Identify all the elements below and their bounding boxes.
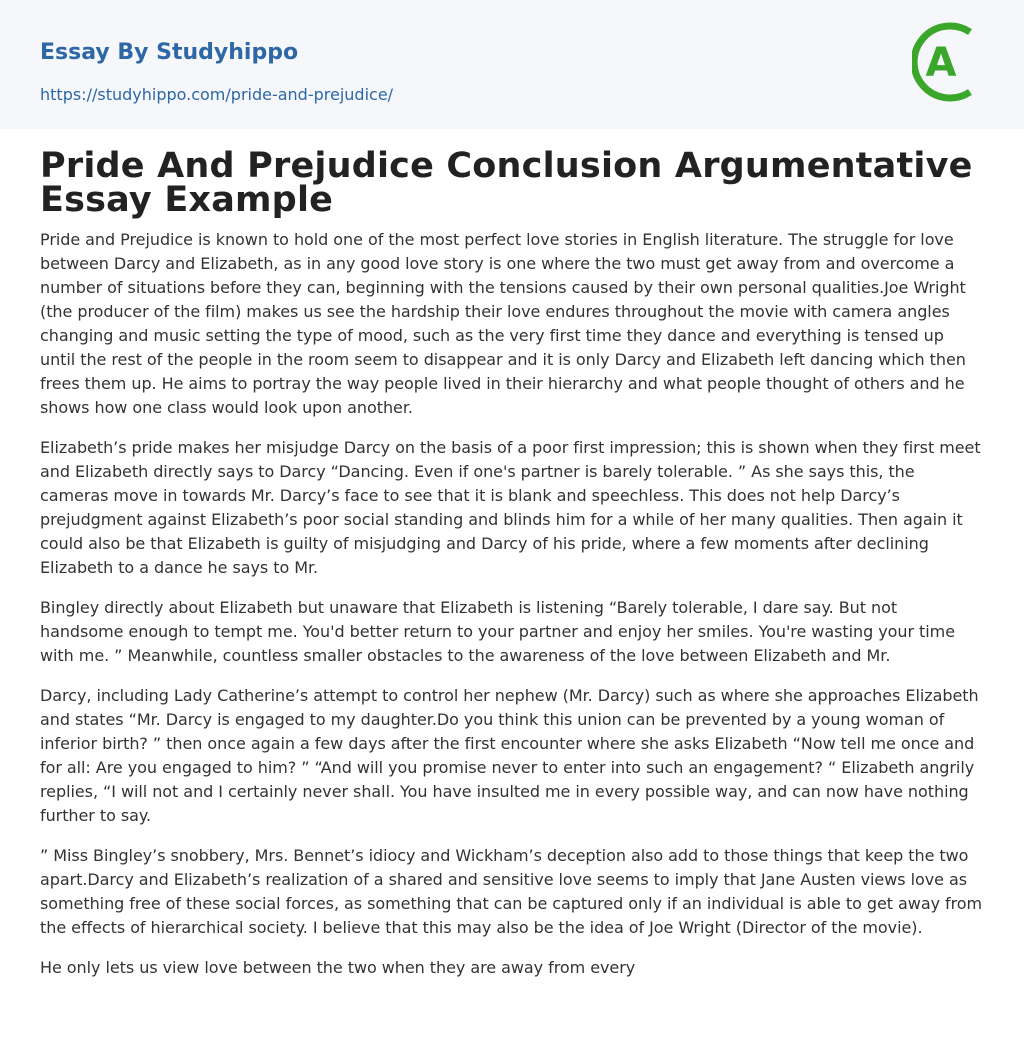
studyhippo-logo-icon[interactable] — [912, 18, 988, 106]
essay-paragraph: Darcy, including Lady Catherine’s attempt to control her nephew (Mr. Darcy) such as where she approaches Elizabeth and states “Mr. Darcy is engaged to my daughter.Do you think this union can be prevented by a young woman of inferior birth? ” then once again a few days after the first encounter where she asks Elizabeth “Now tell me once and for all: Are you engaged to him? ” “And will you promise never to enter into such an engagement? “ Elizabeth angrily replies, “I will not and I certainly never shall. You have insulted me in every possible way, and can now have nothing further to say. — [40, 686, 979, 825]
source-url-link[interactable]: https://studyhippo.com/pride-and-prejudice/ — [40, 85, 394, 104]
essay-paragraph: He only lets us view love between the two when they are away from every — [40, 958, 636, 977]
essay-paragraph: Bingley directly about Elizabeth but unaware that Elizabeth is listening “Barely tolerable, I dare say. But not handsome enough to tempt me. You'd better return to your partner and enjoy her smiles. You're wasting your time with me. ” Meanwhile, countless smaller obstacles to the awareness of the love between Elizabeth and Mr. — [40, 598, 955, 665]
essay-paragraph: ” Miss Bingley’s snobbery, Mrs. Bennet’s idiocy and Wickham’s deception also add to those things that keep the two apart.Darcy and Elizabeth’s realization of a shared and sensitive love seems to imply that Jane Austen views love as something free of these social forces, as something that can be captured only if an individual is able to get away from the effects of hierarchical society. I believe that this may also be the idea of Joe Wright (Director of the movie). — [40, 846, 983, 937]
article — [0, 129, 1024, 980]
logo-letter: A — [925, 40, 957, 86]
site-brand[interactable]: Essay By Studyhippo — [40, 40, 299, 65]
page-title: Pride And Prejudice Conclusion Argumentative Essay Example — [40, 146, 973, 220]
essay-paragraph: Elizabeth’s pride makes her misjudge Darcy on the basis of a poor first impression; this is shown when they first meet and Elizabeth directly says to Darcy “Dancing. Even if one's partner is barely tolerable. ” As she says this, the cameras move in towards Mr. Darcy’s face to see that it is blank and speechless. This does not help Darcy’s prejudgment against Elizabeth’s poor social standing and blinds him for a while of her many qualities. Then again it could also be that Elizabeth is guilty of misjudging and Darcy of his pride, where a few moments after declining Elizabeth to a dance he says to Mr. — [40, 438, 981, 577]
site-header — [0, 0, 1024, 129]
essay-paragraph: Pride and Prejudice is known to hold one of the most perfect love stories in English literature. The struggle for love between Darcy and Elizabeth, as in any good love story is one where the two must get away from and overcome a number of situations before they can, beginning with the tensions caused by their own personal qualities.Joe Wright (the producer of the film) makes us see the hardship their love endures throughout the movie with camera angles changing and music setting the type of mood, such as the very first time they dance and everything is tensed up until the rest of the people in the room seem to disappear and it is only Darcy and Elizabeth left dancing which then frees them up. He aims to portray the way people lived in their hierarchy and what people thought of others and he shows how one class would look upon another. — [40, 230, 966, 417]
